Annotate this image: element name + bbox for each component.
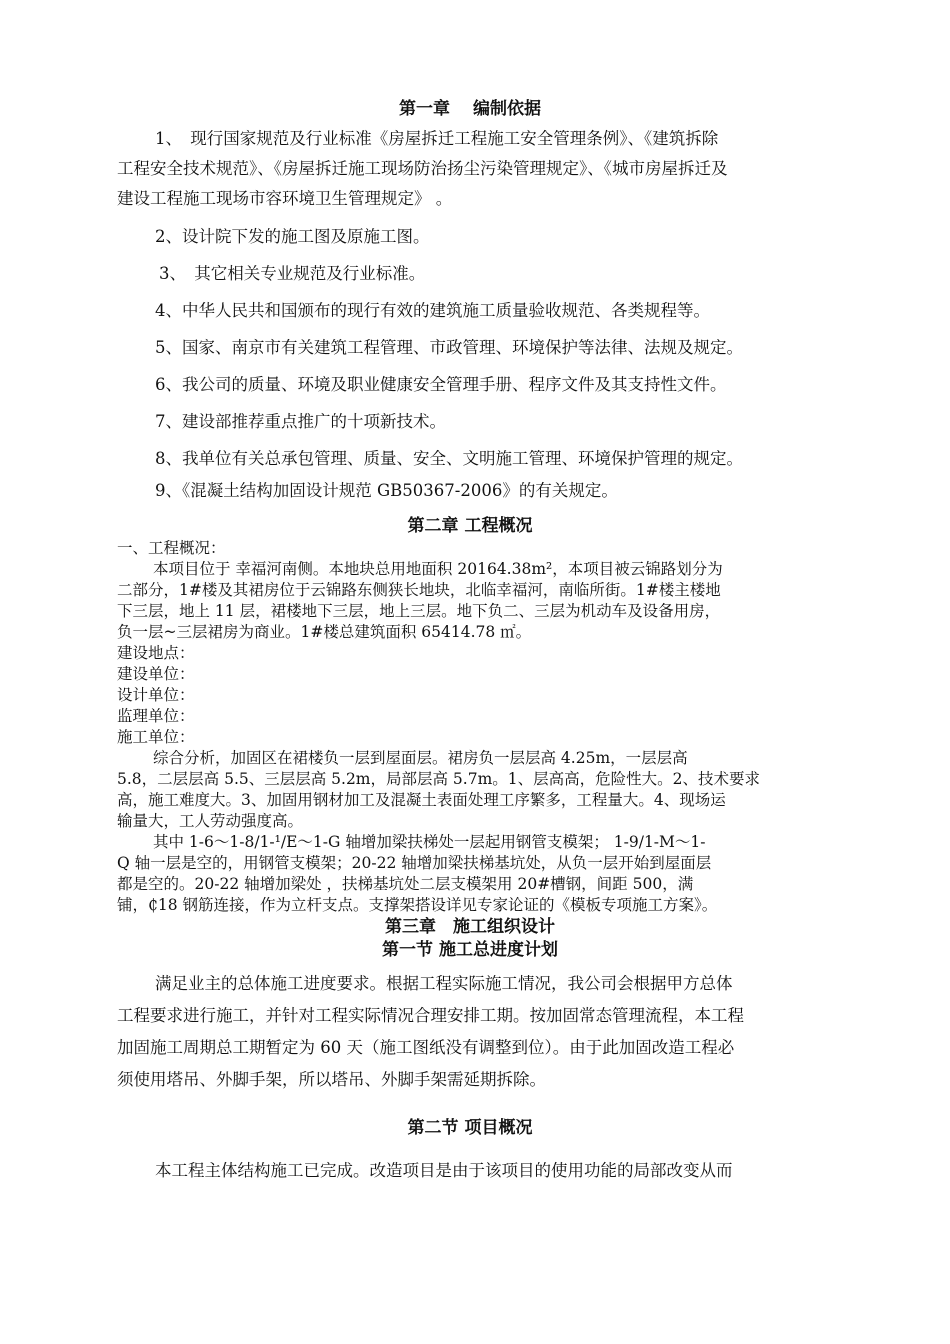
chapter1-item5: 5、国家、南京市有关建筑工程管理、市政管理、环境保护等法律、法规及规定。: [155, 338, 743, 357]
chapter2-intro: [117, 559, 823, 643]
item1-line: 建设工程施工现场市容环境卫生管理规定》 。: [117, 189, 453, 208]
section1-line: 须使用塔吊、外脚手架，所以塔吊、外脚手架需延期拆除。: [117, 1070, 546, 1089]
intro-line: 本项目位于 幸福河南侧。本地块总用地面积 20164.38m²，本项目被云锦路划分为: [153, 560, 723, 578]
chapter2-analysis: [117, 748, 823, 832]
section1-title: 第一节 施工总进度计划: [382, 940, 558, 960]
item1-line: 1、 现行国家规范及行业标准《房屋拆迁工程施工安全管理条例》、《建筑拆除: [155, 129, 719, 148]
analysis-line: 综合分析，加固区在裙楼负一层到屋面层。裙房负一层层高 4.25m，一层层高: [153, 749, 688, 767]
chapter1-item7: 7、建设部推荐重点推广的十项新技术。: [155, 412, 446, 431]
intro-line: 下三层，地上 11 层，裙楼地下三层，地上三层。地下负二、三层为机动车及设备用房，: [117, 602, 721, 620]
support-line: Q 轴一层是空的，用钢管支模架；20-22 轴增加梁扶梯基坑处，从负一层开始到屋面层: [117, 854, 712, 872]
support-line: 铺，₵18 钢筋连接，作为立杆支点。支撑架搭设详见专家论证的《模板专项施工方案》。: [117, 896, 718, 914]
intro-line: 负一层~三层裙房为商业。1#楼总建筑面积 65414.78 ㎡。: [117, 623, 532, 641]
chapter1-title: 第一章 编制依据: [399, 99, 541, 119]
section1-body: [117, 968, 823, 1096]
chapter3-title: 第三章 施工组织设计: [385, 917, 555, 937]
section1-line: 满足业主的总体施工进度要求。根据工程实际施工情况，我公司会根据甲方总体: [155, 974, 733, 993]
chapter2-subtitle: 一、工程概况：: [117, 539, 226, 557]
item1-line: 工程安全技术规范》、《房屋拆迁施工现场防治扬尘污染管理规定》、《城市房屋拆迁及: [117, 159, 728, 178]
field-construction-site: 建设地点：: [117, 644, 195, 662]
document-body: [117, 96, 823, 1186]
chapter2-title: 第二章 工程概况: [407, 516, 533, 536]
section2-title: 第二节 项目概况: [407, 1118, 533, 1138]
intro-line: 二部分，1#楼及其裙房位于云锦路东侧狭长地块，北临幸福河，南临所街。1#楼主楼地: [117, 581, 721, 599]
chapter1-item4: 4、中华人民共和国颁布的现行有效的建筑施工质量验收规范、各类规程等。: [155, 301, 710, 320]
field-supervisor: 监理单位：: [117, 707, 195, 725]
project-fields: [117, 643, 823, 748]
analysis-line: 高，施工难度大。3、加固用钢材加工及混凝土表面处理工序繁多，工程量大。4、现场运: [117, 791, 726, 809]
chapter1-item8: 8、我单位有关总承包管理、质量、安全、文明施工管理、环境保护管理的规定。: [155, 449, 743, 468]
section2-body: 本工程主体结构施工已完成。改造项目是由于该项目的使用功能的局部改变从而: [155, 1161, 733, 1180]
chapter1-item1: [117, 124, 823, 214]
chapter1-item2: 2、设计院下发的施工图及原施工图。: [155, 227, 430, 246]
analysis-line: 5.8，二层层高 5.5、三层层高 5.2m，局部层高 5.7m。1、层高高，危险性大。2、技术要求: [117, 770, 761, 788]
chapter1-item3: 3、 其它相关专业规范及行业标准。: [159, 264, 426, 283]
chapter1-item6: 6、我公司的质量、环境及职业健康安全管理手册、程序文件及其支持性文件。: [155, 375, 727, 394]
analysis-line: 输量大，工人劳动强度高。: [117, 812, 304, 830]
chapter1-item9: 9、《混凝土结构加固设计规范 GB50367-2006》的有关规定。: [155, 481, 618, 500]
support-line: 其中 1-6～1-8/1-¹/E～1-G 轴增加梁扶梯处一层起用钢管支模架； 1-9/1-M～1-: [153, 833, 706, 851]
field-contractor: 施工单位：: [117, 728, 195, 746]
chapter2-support: [117, 832, 823, 916]
support-line: 都是空的。20-22 轴增加梁处 ，扶梯基坑处二层支模架用 20#槽钢，间距 500，满: [117, 875, 694, 893]
section1-line: 工程要求进行施工，并针对工程实际情况合理安排工期。按加固常态管理流程，本工程: [117, 1006, 744, 1025]
section1-line: 加固施工周期总工期暂定为 60 天（施工图纸没有调整到位）。由于此加固改造工程必: [117, 1038, 735, 1057]
field-designer: 设计单位：: [117, 686, 195, 704]
field-owner: 建设单位：: [117, 665, 195, 683]
